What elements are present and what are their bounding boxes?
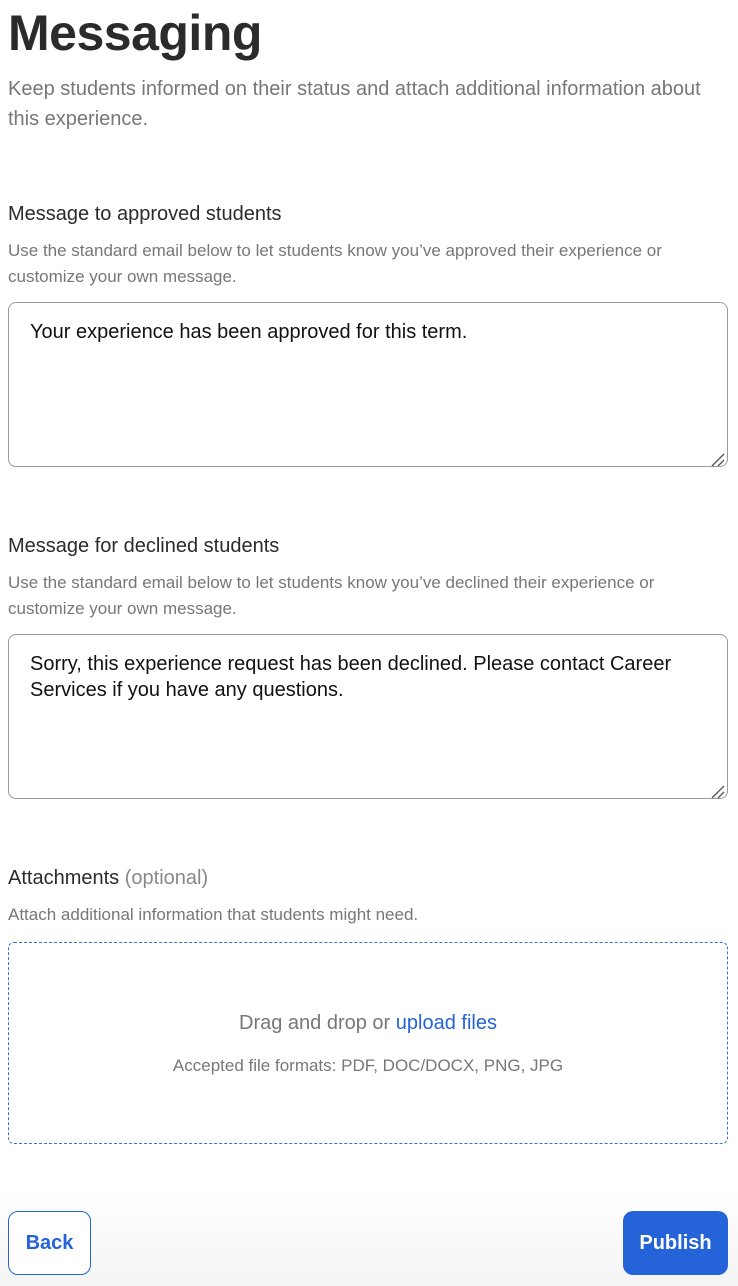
declined-message-text: Sorry, this experience request has been declined. Please contact Career Services if you have any questions. bbox=[30, 653, 672, 701]
optional-label: (optional) bbox=[124, 867, 209, 889]
attachments-title-label: Attachments bbox=[8, 867, 120, 889]
approved-message-title: Message to approved students bbox=[8, 203, 282, 225]
attachments-title bbox=[8, 864, 208, 892]
approved-message-help: Use the standard email below to let students know you’ve approved their experience or customize your own message. bbox=[8, 241, 662, 286]
publish-button[interactable]: Publish bbox=[623, 1211, 728, 1275]
resize-handle-icon[interactable] bbox=[709, 448, 725, 464]
drag-drop-text: Drag and drop or bbox=[239, 1012, 396, 1034]
back-button[interactable]: Back bbox=[8, 1211, 91, 1275]
approved-message-text: Your experience has been approved for this term. bbox=[30, 321, 468, 343]
declined-message-title: Message for declined students bbox=[8, 535, 280, 557]
page-title: Messaging bbox=[8, 5, 262, 61]
approved-message-textarea[interactable] bbox=[8, 302, 728, 467]
resize-handle-icon[interactable] bbox=[709, 780, 725, 796]
declined-message-textarea[interactable] bbox=[8, 634, 728, 799]
page-subtitle: Keep students informed on their status and attach additional information about this experience. bbox=[8, 78, 701, 130]
declined-message-help: Use the standard email below to let students know you’ve declined their experience or customize your own message. bbox=[8, 573, 655, 618]
accepted-formats: Accepted file formats: PDF, DOC/DOCX, PNG, JPG bbox=[172, 1056, 564, 1075]
upload-files-link[interactable]: upload files bbox=[395, 1012, 497, 1034]
dropzone-instructions bbox=[9, 1009, 727, 1037]
file-dropzone[interactable] bbox=[8, 942, 728, 1144]
attachments-help: Attach additional information that students might need. bbox=[8, 905, 419, 924]
